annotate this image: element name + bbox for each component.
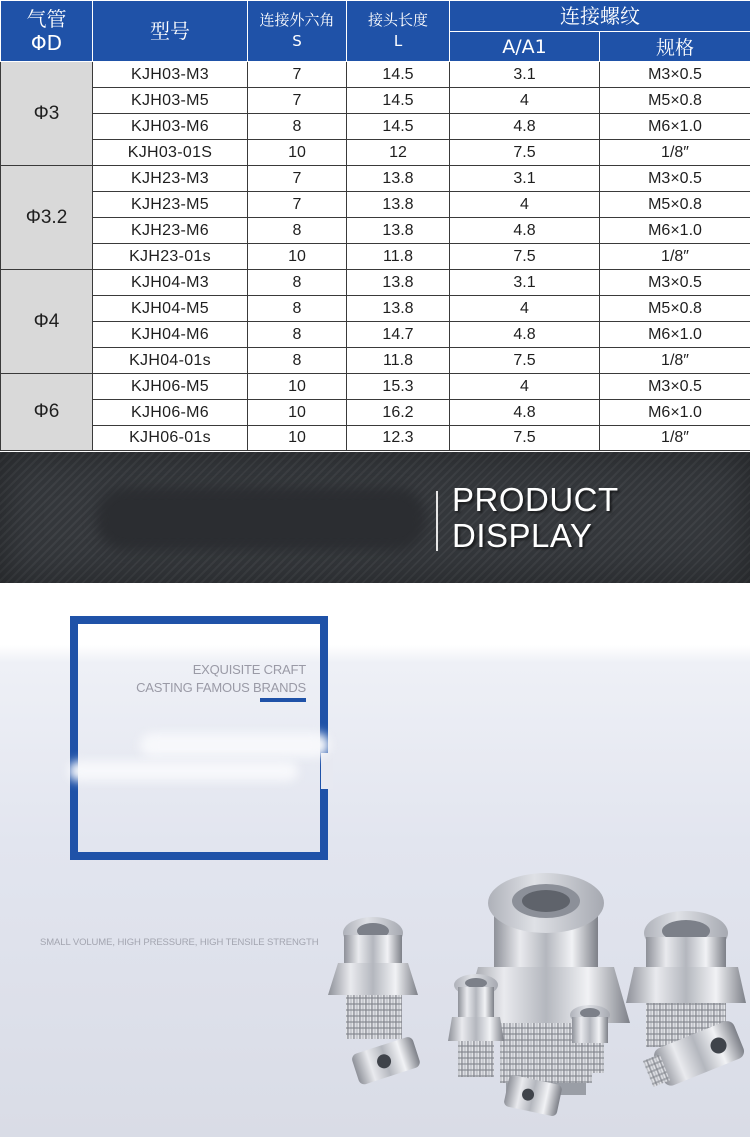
- table-row: [1, 166, 750, 192]
- model-cell: KJH04-01s: [93, 348, 248, 374]
- length-cell: 12.3: [347, 426, 450, 451]
- model-cell: KJH03-M3: [93, 62, 248, 88]
- header-tube-diameter: [1, 1, 93, 62]
- length-cell: 14.5: [347, 62, 450, 88]
- model-cell: KJH04-M6: [93, 322, 248, 348]
- banner-title-line1: PRODUCT: [452, 481, 619, 518]
- length-cell: 15.3: [347, 374, 450, 400]
- banner-divider: [436, 491, 438, 551]
- thread-spec-cell: 1/8″: [600, 426, 750, 451]
- fitting-small-upright: [448, 974, 504, 1077]
- hex-size-cell: 8: [248, 270, 347, 296]
- model-cell: KJH03-01S: [93, 140, 248, 166]
- length-cell: 13.8: [347, 166, 450, 192]
- thread-spec-cell: 1/8″: [600, 140, 750, 166]
- tube-diameter-cell: Φ3.2: [1, 166, 93, 270]
- table-row: [1, 426, 750, 451]
- thread-spec-cell: 1/8″: [600, 348, 750, 374]
- thread-a-cell: 3.1: [450, 62, 600, 88]
- thread-a-cell: 4.8: [450, 114, 600, 140]
- tagline-line1: EXQUISITE CRAFT: [192, 662, 306, 677]
- hex-size-cell: 10: [248, 140, 347, 166]
- thread-spec-cell: M3×0.5: [600, 166, 750, 192]
- header-tube-line1: 气管: [26, 7, 67, 31]
- banner-title: [452, 482, 619, 554]
- table-row: [1, 62, 750, 88]
- model-cell: KJH04-M5: [93, 296, 248, 322]
- product-display-banner: [0, 452, 750, 583]
- thread-spec-cell: M5×0.8: [600, 296, 750, 322]
- header-len-line1: 接头长度: [367, 11, 428, 29]
- thread-a-cell: 7.5: [450, 426, 600, 451]
- thread-spec-cell: M6×1.0: [600, 218, 750, 244]
- model-cell: KJH03-M5: [93, 88, 248, 114]
- thread-a-cell: 4: [450, 374, 600, 400]
- thread-spec-cell: M3×0.5: [600, 62, 750, 88]
- thread-spec-cell: M6×1.0: [600, 114, 750, 140]
- hex-size-cell: 8: [248, 322, 347, 348]
- model-cell: KJH04-M3: [93, 270, 248, 296]
- thread-spec-cell: M6×1.0: [600, 400, 750, 426]
- table-row: [1, 400, 750, 426]
- thread-a-cell: 7.5: [450, 244, 600, 270]
- header-hex-line1: 连接外六角: [259, 11, 335, 29]
- table-row: [1, 140, 750, 166]
- header-thread-spec: 规格: [600, 32, 750, 62]
- thread-a-cell: 3.1: [450, 166, 600, 192]
- length-cell: 13.8: [347, 218, 450, 244]
- table-row: [1, 270, 750, 296]
- table-row: [1, 296, 750, 322]
- hex-size-cell: 10: [248, 374, 347, 400]
- hex-size-cell: 7: [248, 192, 347, 218]
- table-row: [1, 348, 750, 374]
- length-cell: 13.8: [347, 296, 450, 322]
- thread-spec-cell: M3×0.5: [600, 374, 750, 400]
- model-cell: KJH03-M6: [93, 114, 248, 140]
- thread-a-cell: 4: [450, 192, 600, 218]
- banner-shadow-blot: [96, 487, 426, 551]
- table-row: [1, 192, 750, 218]
- model-cell: KJH23-M5: [93, 192, 248, 218]
- table-row: [1, 244, 750, 270]
- thread-a-cell: 7.5: [450, 140, 600, 166]
- header-tube-line2: ΦD: [30, 31, 63, 55]
- thread-a-cell: 4.8: [450, 400, 600, 426]
- header-length: [347, 1, 450, 62]
- tagline-line2: CASTING FAMOUS BRANDS: [136, 680, 306, 695]
- hex-size-cell: 8: [248, 296, 347, 322]
- thread-a-cell: 4.8: [450, 218, 600, 244]
- header-hex-line2: S: [292, 32, 302, 50]
- tube-diameter-cell: Φ3: [1, 62, 93, 166]
- model-cell: KJH23-01s: [93, 244, 248, 270]
- fitting-lying-left: [351, 1036, 422, 1086]
- length-cell: 11.8: [347, 348, 450, 374]
- hex-size-cell: 10: [248, 426, 347, 451]
- length-cell: 12: [347, 140, 450, 166]
- thread-a-cell: 4: [450, 296, 600, 322]
- hex-size-cell: 8: [248, 348, 347, 374]
- length-cell: 11.8: [347, 244, 450, 270]
- product-hero: [0, 583, 750, 1137]
- hex-size-cell: 10: [248, 244, 347, 270]
- thread-spec-cell: M5×0.8: [600, 88, 750, 114]
- tube-diameter-cell: Φ4: [1, 270, 93, 374]
- thread-a-cell: 7.5: [450, 348, 600, 374]
- thread-spec-cell: M3×0.5: [600, 270, 750, 296]
- header-model: 型号: [93, 1, 248, 62]
- header-thread-a: A/A1: [450, 32, 600, 62]
- model-cell: KJH06-M6: [93, 400, 248, 426]
- hex-size-cell: 8: [248, 218, 347, 244]
- hex-size-cell: 10: [248, 400, 347, 426]
- thread-a-cell: 4: [450, 88, 600, 114]
- tube-diameter-cell: Φ6: [1, 374, 93, 451]
- thread-a-cell: 4.8: [450, 322, 600, 348]
- length-cell: 14.5: [347, 88, 450, 114]
- spec-table-body: [1, 62, 750, 451]
- table-row: [1, 218, 750, 244]
- hex-size-cell: 7: [248, 62, 347, 88]
- table-row: [1, 88, 750, 114]
- model-cell: KJH06-01s: [93, 426, 248, 451]
- thread-spec-cell: 1/8″: [600, 244, 750, 270]
- model-cell: KJH23-M3: [93, 166, 248, 192]
- length-cell: 16.2: [347, 400, 450, 426]
- thread-a-cell: 3.1: [450, 270, 600, 296]
- thread-spec-cell: M6×1.0: [600, 322, 750, 348]
- spec-table: [0, 0, 750, 451]
- hex-size-cell: 7: [248, 166, 347, 192]
- length-cell: 14.5: [347, 114, 450, 140]
- header-len-line2: L: [393, 32, 403, 50]
- fitting-left: [328, 917, 418, 1039]
- model-cell: KJH06-M5: [93, 374, 248, 400]
- length-cell: 13.8: [347, 192, 450, 218]
- hex-size-cell: 7: [248, 88, 347, 114]
- header-hex-size: [248, 1, 347, 62]
- banner-title-line2: DISPLAY: [452, 517, 593, 554]
- length-cell: 14.7: [347, 322, 450, 348]
- pneumatic-fittings-photo: [0, 583, 750, 1137]
- feature-text: SMALL VOLUME, HIGH PRESSURE, HIGH TENSILE STRENGTH: [40, 937, 319, 948]
- table-row: [1, 374, 750, 400]
- model-cell: KJH23-M6: [93, 218, 248, 244]
- fitting-small-front: [570, 1005, 610, 1073]
- table-row: [1, 114, 750, 140]
- thread-spec-cell: M5×0.8: [600, 192, 750, 218]
- header-thread-group: 连接螺纹: [450, 1, 750, 32]
- table-row: [1, 322, 750, 348]
- length-cell: 13.8: [347, 270, 450, 296]
- hex-size-cell: 8: [248, 114, 347, 140]
